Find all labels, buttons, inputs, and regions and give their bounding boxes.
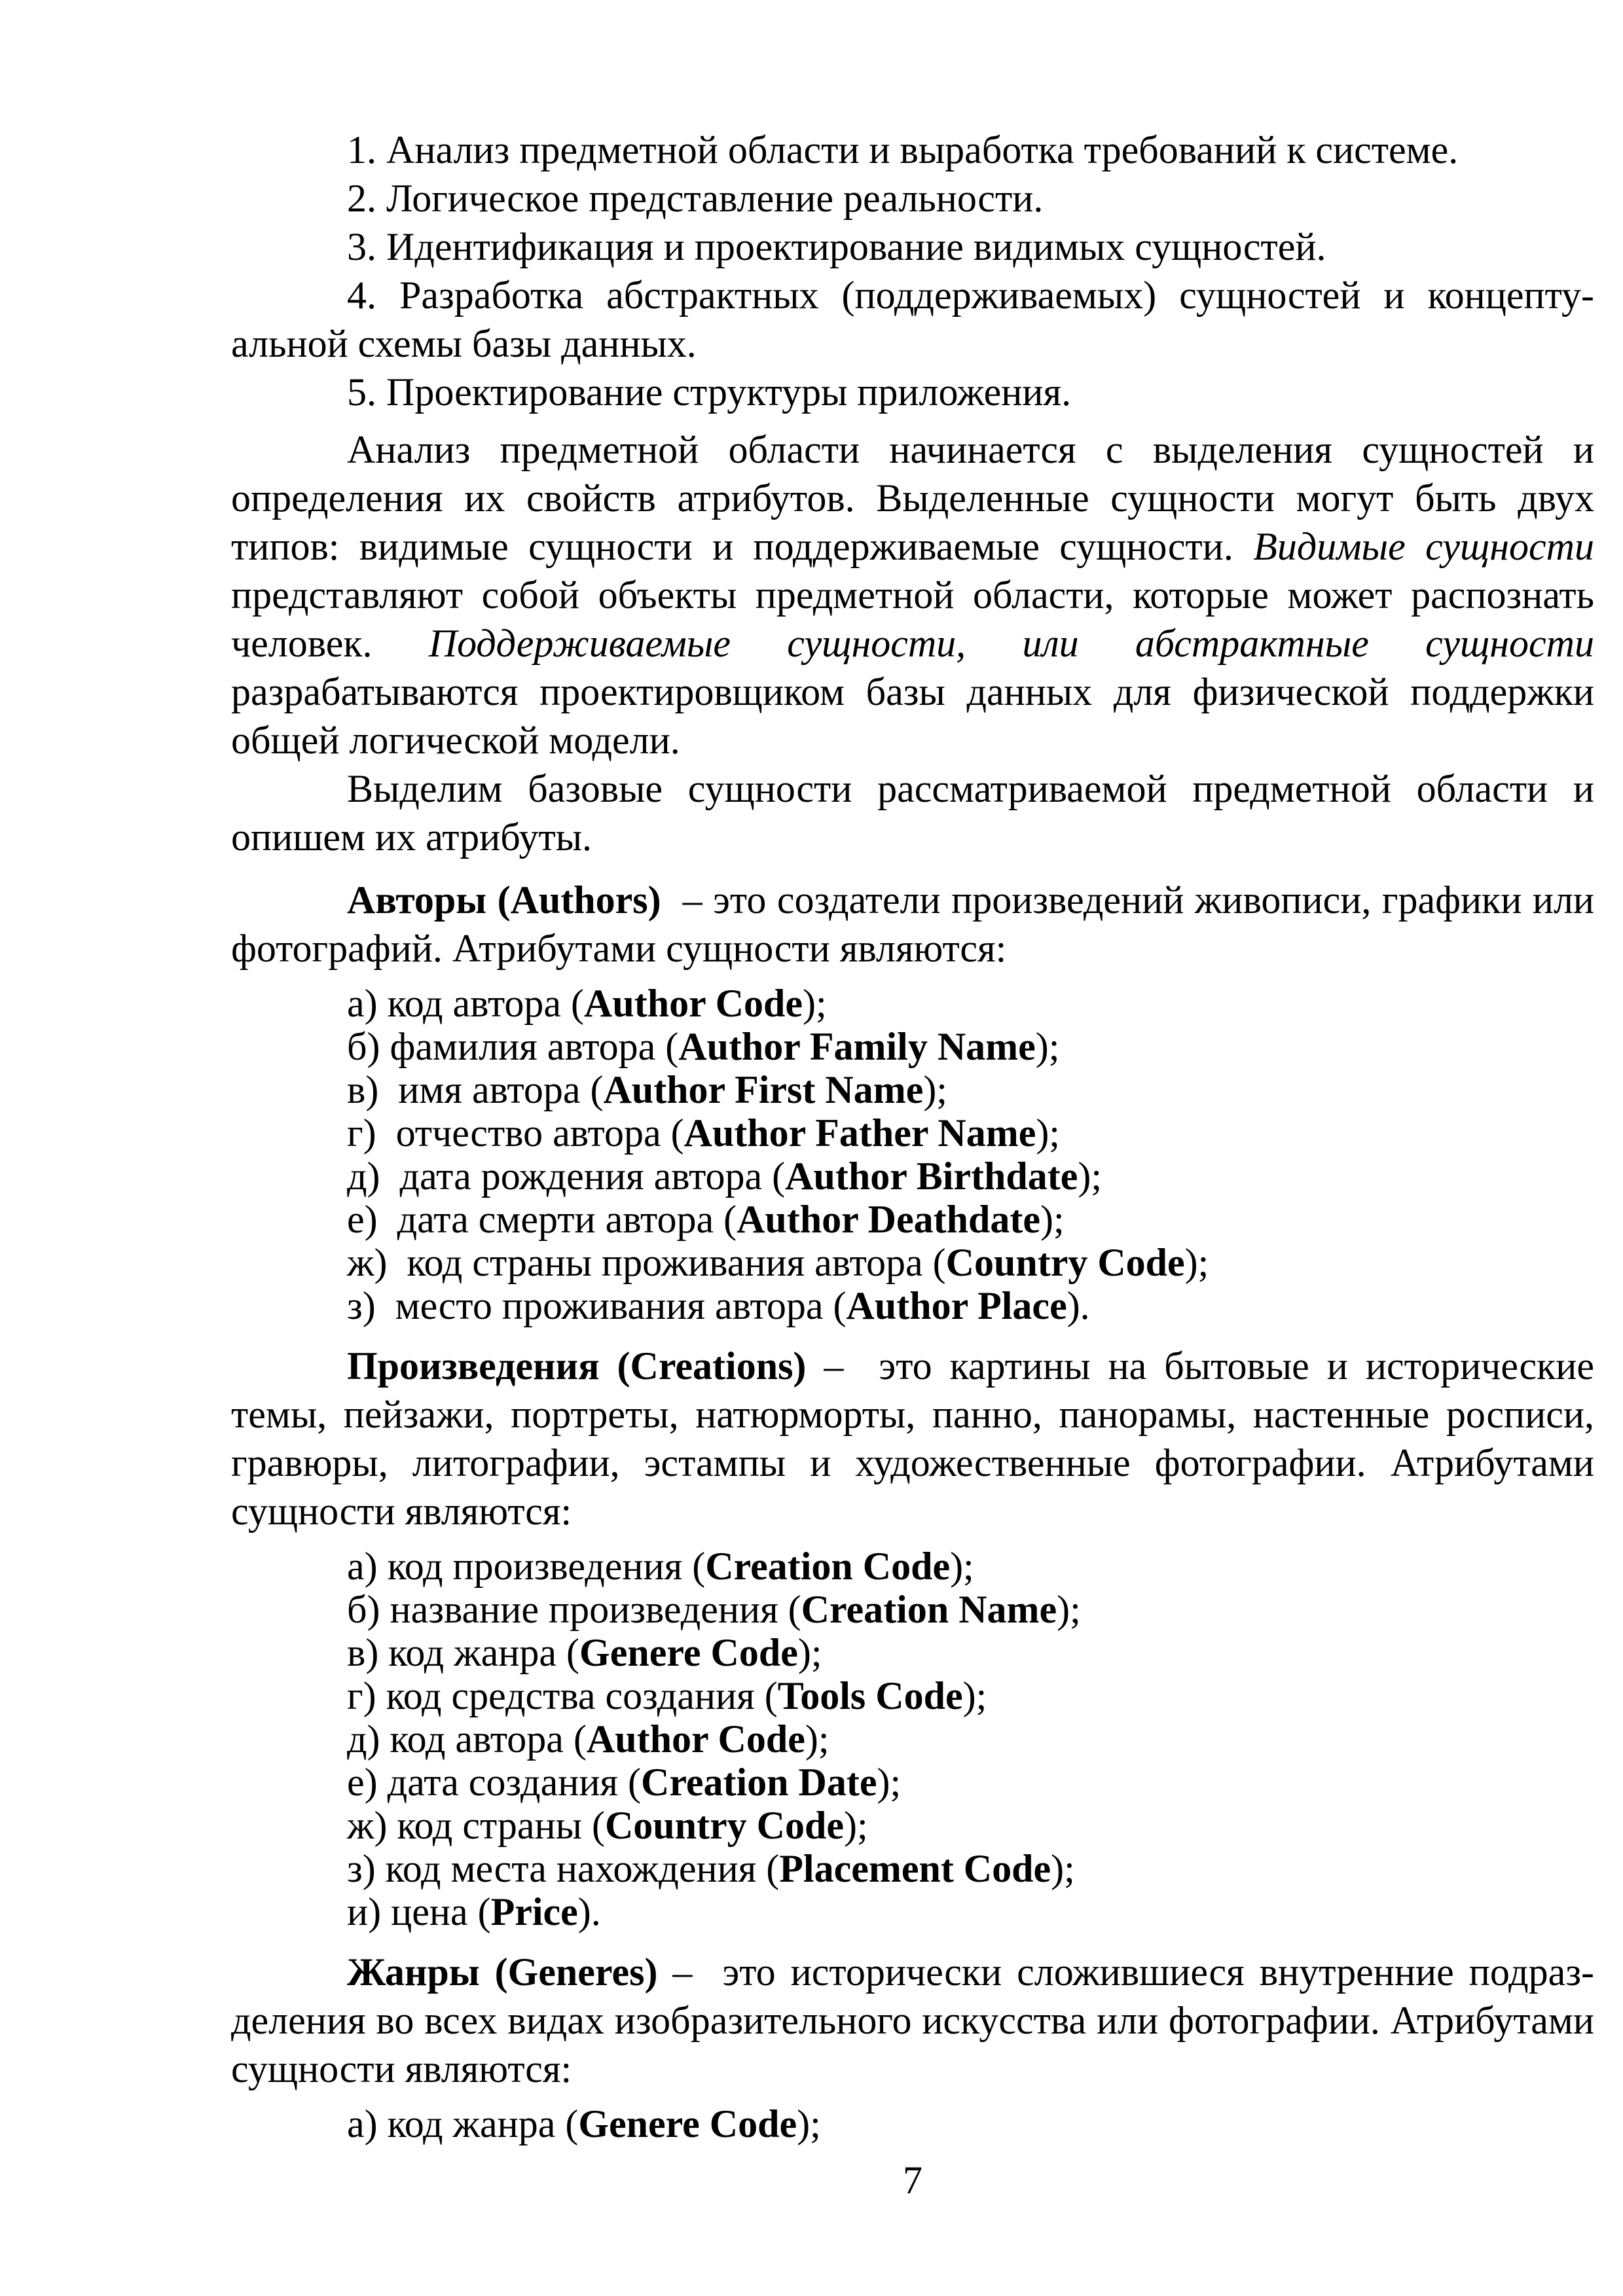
text-run: разрабатываются проектировщиком базы данных для физической поддержки: [231, 670, 1594, 713]
text-line: [231, 1025, 1594, 1068]
bold-run: Genere Code: [579, 1631, 798, 1674]
text-run: д) дата рождения автора (: [347, 1155, 786, 1198]
text-line: [231, 619, 1594, 668]
text-line: [231, 1111, 1594, 1155]
bold-run: Creation Code: [705, 1545, 951, 1588]
text-run: 2. Логическое представление реальности.: [347, 177, 1044, 220]
bold-run: Placement Code: [779, 1847, 1051, 1890]
bold-run: Жанры (Generes): [347, 1950, 658, 1994]
bold-run: Author Birthdate: [785, 1155, 1078, 1198]
text-run: е) дата создания (: [347, 1761, 642, 1804]
text-run: представляют собой объекты предметной области, которые может распознать: [231, 573, 1594, 617]
page-number: 7: [903, 2159, 922, 2202]
text-run: 1. Анализ предметной области и выработка требований к системе.: [347, 128, 1459, 171]
text-run: г) код средства создания (: [347, 1674, 778, 1717]
text-line: [231, 668, 1594, 716]
bold-run: Creation Name: [801, 1588, 1057, 1631]
text-line: [231, 876, 1594, 924]
text-run: ж) код страны (: [347, 1804, 605, 1847]
text-run: б) название произведения (: [347, 1588, 801, 1631]
text-run: Выделим базовые сущности рассматриваемой предметной области и: [347, 767, 1594, 810]
text-line: [231, 1342, 1594, 1390]
text-line: [231, 223, 1594, 271]
bold-run: Author Place: [846, 1284, 1067, 1327]
text-run: сущности являются:: [231, 1490, 572, 1533]
text-run: ж) код страны проживания автора (: [347, 1241, 946, 1284]
text-run: альной схемы базы данных.: [231, 322, 697, 365]
text-run: ).: [1067, 1284, 1090, 1327]
text-run: );: [1035, 1025, 1060, 1068]
text-line: [231, 924, 1594, 973]
text-run: Анализ предметной области начинается с выделения сущностей и: [347, 428, 1594, 471]
text-run: );: [797, 1631, 822, 1674]
text-line: [231, 271, 1594, 319]
bold-run: Авторы (Authors): [347, 878, 661, 922]
bold-run: Genere Code: [578, 2102, 797, 2145]
bold-run: Произведения (Creations): [347, 1344, 807, 1388]
text-run: );: [797, 2102, 821, 2145]
italic-run: Поддерживаемые сущности, или абстрактные сущности: [428, 622, 1594, 665]
text-run: );: [1078, 1155, 1103, 1198]
text-run: );: [1057, 1588, 1081, 1631]
text-run: фотографий. Атрибутами сущности являются:: [231, 927, 1007, 970]
text-line: [231, 126, 1594, 174]
text-run: ).: [577, 1890, 601, 1933]
text-line: [231, 764, 1594, 813]
text-line: [231, 1068, 1594, 1111]
text-line: [231, 1631, 1594, 1674]
text-line: [231, 571, 1594, 619]
text-line: [231, 1996, 1594, 2045]
text-line: [231, 1155, 1594, 1198]
bold-run: Country Code: [945, 1241, 1185, 1284]
text-run: – это картины на бытовые и исторические: [806, 1344, 1594, 1388]
text-line: [231, 1674, 1594, 1717]
text-run: гравюры, литографии, эстампы и художественные фотографии. Атрибутами: [231, 1441, 1594, 1484]
bold-run: Price: [490, 1890, 578, 1933]
bold-run: Author Code: [586, 1717, 805, 1761]
text-run: );: [950, 1545, 974, 1588]
text-run: опишем их атрибуты.: [231, 816, 593, 859]
text-run: );: [1184, 1241, 1209, 1284]
text-run: д) код автора (: [347, 1717, 587, 1761]
text-run: 4. Разработка абстрактных (поддерживаемых) сущностей и концепту-: [347, 274, 1594, 317]
text-run: и) цена (: [347, 1890, 491, 1933]
text-run: );: [877, 1761, 902, 1804]
bold-run: Author First Name: [603, 1068, 924, 1111]
text-line: [231, 1948, 1594, 1996]
text-run: );: [1051, 1847, 1075, 1890]
text-line: [231, 1439, 1594, 1487]
text-run: – это создатели произведений живописи, графики или: [661, 878, 1594, 922]
italic-run: Видимые сущности: [1253, 525, 1595, 568]
text-line: [231, 174, 1594, 223]
text-run: в) имя автора (: [347, 1068, 604, 1111]
text-run: 3. Идентификация и проектирование видимых сущностей.: [347, 225, 1326, 268]
text-line: [231, 2102, 1594, 2145]
text-line: [231, 1847, 1594, 1890]
text-line: [231, 319, 1594, 368]
text-line: [231, 1390, 1594, 1439]
text-line: [231, 1890, 1594, 1933]
bold-run: Author Deathdate: [737, 1198, 1040, 1241]
bold-run: Creation Date: [641, 1761, 877, 1804]
text-run: человек.: [231, 622, 429, 665]
text-run: е) дата смерти автора (: [347, 1198, 737, 1241]
text-run: определения их свойств атрибутов. Выделенные сущности могут быть двух: [231, 476, 1594, 520]
text-run: б) фамилия автора (: [347, 1025, 679, 1068]
text-run: );: [923, 1068, 947, 1111]
text-run: з) код места нахождения (: [347, 1847, 780, 1890]
text-run: г) отчество автора (: [347, 1111, 684, 1155]
text-run: );: [1036, 1111, 1060, 1155]
text-line: [231, 1545, 1594, 1588]
text-line: [231, 813, 1594, 861]
text-line: [231, 1241, 1594, 1284]
text-line: [231, 1804, 1594, 1847]
text-run: а) код жанра (: [347, 2102, 579, 2145]
text-line: [231, 1284, 1594, 1327]
text-line: [231, 1761, 1594, 1804]
text-run: );: [962, 1674, 987, 1717]
text-run: типов: видимые сущности и поддерживаемые сущности.: [231, 525, 1254, 568]
bold-run: Author Family Name: [678, 1025, 1036, 1068]
bold-run: Author Code: [584, 982, 803, 1025]
text-run: 5. Проектирование структуры приложения.: [347, 370, 1072, 414]
text-run: темы, пейзажи, портреты, натюрморты, панно, панорамы, настенные росписи,: [231, 1393, 1594, 1436]
text-run: сущности являются:: [231, 2047, 572, 2090]
text-line: [231, 425, 1594, 474]
text-run: );: [805, 1717, 830, 1761]
text-run: в) код жанра (: [347, 1631, 580, 1674]
text-line: [231, 368, 1594, 416]
bold-run: Author Father Name: [684, 1111, 1036, 1155]
text-line: [231, 1588, 1594, 1631]
text-block: [231, 126, 1594, 2204]
text-run: общей логической модели.: [231, 719, 680, 762]
text-line: [231, 474, 1594, 522]
text-line: [231, 716, 1594, 764]
text-line: [231, 1717, 1594, 1761]
bold-run: Country Code: [604, 1804, 844, 1847]
text-line: [231, 1487, 1594, 1535]
text-run: а) код произведения (: [347, 1545, 706, 1588]
text-run: а) код автора (: [347, 982, 585, 1025]
text-run: );: [802, 982, 827, 1025]
text-line: [231, 522, 1594, 571]
text-run: – это исторически сложившиеся внутренние подраз-: [657, 1950, 1594, 1994]
text-run: );: [843, 1804, 868, 1847]
bold-run: Tools Code: [777, 1674, 963, 1717]
text-run: з) место проживания автора (: [347, 1284, 847, 1327]
text-run: );: [1040, 1198, 1065, 1241]
text-line: [231, 2045, 1594, 2093]
text-run: деления во всех видах изобразительного искусства или фотографии. Атрибутами: [231, 1999, 1594, 2042]
text-line: [231, 1198, 1594, 1241]
text-line: [231, 982, 1594, 1025]
